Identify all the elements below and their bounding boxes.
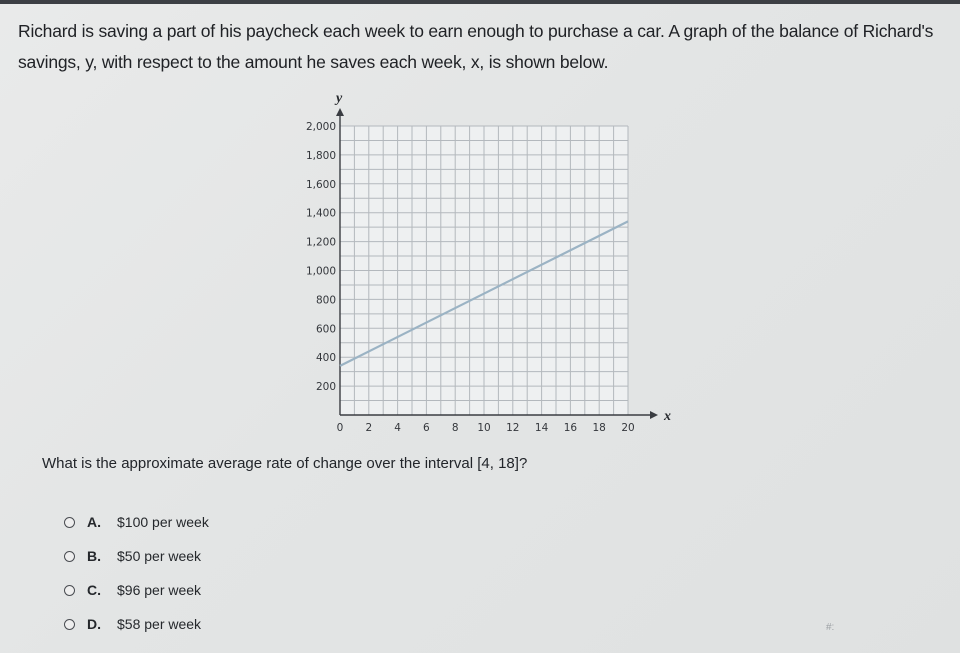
option-a[interactable] (64, 505, 209, 539)
radio-icon[interactable] (64, 517, 75, 528)
x-tick-label: 12 (506, 422, 520, 434)
question-text: Richard is saving a part of his paycheck each week to earn enough to purchase a car. A graph of the balance of Richard's savings, y, with respect to the amount he saves each week, x, is shown below. (18, 21, 934, 72)
option-text: $96 per week (117, 582, 202, 598)
answer-options (64, 505, 209, 641)
option-d[interactable] (64, 607, 209, 641)
top-bar (0, 0, 960, 4)
option-c[interactable] (64, 573, 209, 607)
y-tick-label: 400 (315, 352, 336, 365)
x-tick-label: 20 (621, 422, 635, 434)
y-tick-label: 800 (315, 294, 336, 307)
grid-lines (340, 126, 628, 415)
y-tick-label: 2,000 (305, 121, 336, 133)
x-tick-label: 0 (336, 422, 344, 434)
y-tick-label: 1,000 (305, 265, 336, 278)
y-axis-label: y (336, 91, 343, 106)
y-axis-arrow-icon (336, 108, 344, 116)
x-tick-label: 18 (592, 422, 606, 434)
radio-icon[interactable] (64, 551, 75, 562)
x-tick-label: 14 (534, 422, 549, 434)
option-letter: D. (87, 616, 101, 632)
y-tick-label: 1,400 (305, 207, 336, 220)
option-b[interactable] (64, 539, 209, 573)
radio-icon[interactable] (64, 619, 75, 630)
option-text: $58 per week (117, 616, 202, 632)
option-text: $100 per week (117, 514, 209, 530)
radio-icon[interactable] (64, 585, 75, 596)
y-tick-label: 200 (315, 381, 336, 394)
x-tick-label: 16 (563, 422, 578, 434)
x-axis-label: x (664, 409, 671, 424)
x-tick-label: 8 (451, 422, 459, 434)
option-letter: C. (87, 582, 101, 598)
x-tick-label: 2 (365, 422, 373, 434)
y-tick-label: 1,200 (305, 236, 336, 249)
x-tick-label: 6 (423, 422, 430, 434)
savings-graph (280, 88, 680, 448)
x-axis-arrow-icon (650, 411, 658, 419)
x-tick-label: 4 (394, 422, 401, 434)
option-letter: A. (87, 514, 101, 530)
y-tick-label: 1,800 (305, 149, 336, 162)
chart-svg (280, 88, 680, 448)
option-letter: B. (87, 548, 101, 564)
sub-question: What is the approximate average rate of change over the interval [4, 18]? (42, 455, 528, 472)
footer-mark: #: (826, 622, 835, 633)
x-tick-label: 10 (477, 422, 491, 434)
option-text: $50 per week (117, 548, 202, 564)
y-tick-label: 600 (315, 323, 336, 336)
y-tick-label: 1,600 (305, 178, 336, 191)
